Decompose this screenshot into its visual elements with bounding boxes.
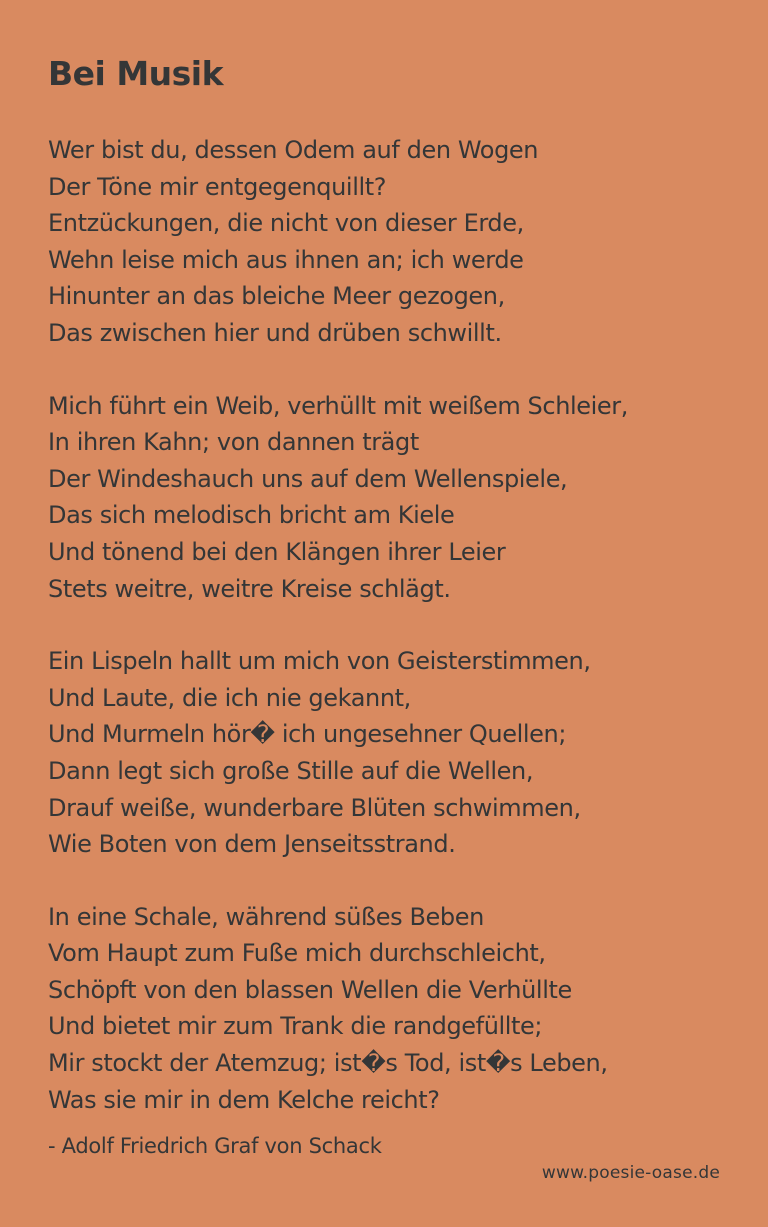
poem-line: Wer bist du, dessen Odem auf den Wogen [48, 136, 539, 164]
poem-line: Und tönend bei den Klängen ihrer Leier [48, 537, 506, 566]
stanza-2 [48, 388, 728, 608]
poem-line: Das zwischen hier und drüben schwillt. [48, 318, 502, 347]
poem-line: Das sich melodisch bricht am Kiele [48, 501, 455, 530]
poem-line: Stets weitre, weitre Kreise schlägt. [48, 574, 451, 603]
poem-line: Schöpft von den blassen Wellen die Verhüllte [48, 975, 572, 1004]
stanza-1 [48, 132, 728, 352]
poem-line: Vom Haupt zum Fuße mich durchschleicht, [48, 939, 546, 968]
poem-line: Mir stockt der Atemzug; ist�s Tod, ist�s Leben, [48, 1049, 608, 1078]
poem-line: In ihren Kahn; von dannen trägt [48, 428, 419, 457]
poem-line: Dann legt sich große Stille auf die Wellen, [48, 756, 534, 785]
poem-line: Ein Lispeln hallt um mich von Geisterstimmen, [48, 647, 591, 676]
poem-line: Mich führt ein Weib, verhüllt mit weißem Schleier, [48, 391, 628, 420]
poem-line: Der Töne mir entgegenquillt? [48, 172, 387, 201]
poem-line: Hinunter an das bleiche Meer gezogen, [48, 282, 505, 311]
poem-line: Und bietet mir zum Trank die randgefüllte; [48, 1012, 543, 1041]
poem-line: Wehn leise mich aus ihnen an; ich werde [48, 245, 524, 274]
poem-card [48, 52, 728, 1160]
poem-line: Was sie mir in dem Kelche reicht? [48, 1085, 440, 1114]
stanza-3 [48, 643, 728, 863]
poem-title: Bei Musik [48, 54, 224, 93]
stanza-4 [48, 899, 728, 1119]
poem-line: Und Murmeln hör� ich ungesehner Quellen; [48, 720, 567, 749]
poem-line: In eine Schale, während süßes Beben [48, 902, 484, 931]
poem-line: Entzückungen, die nicht von dieser Erde, [48, 209, 524, 238]
poem-line: Und Laute, die ich nie gekannt, [48, 683, 411, 712]
website-url: www.poesie-oase.de [541, 1163, 720, 1183]
poem-author: - Adolf Friedrich Graf von Schack [48, 1134, 382, 1159]
poem-line: Drauf weiße, wunderbare Blüten schwimmen, [48, 793, 581, 822]
poem-line: Wie Boten von dem Jenseitsstrand. [48, 830, 456, 859]
poem-line: Der Windeshauch uns auf dem Wellenspiele, [48, 464, 568, 493]
